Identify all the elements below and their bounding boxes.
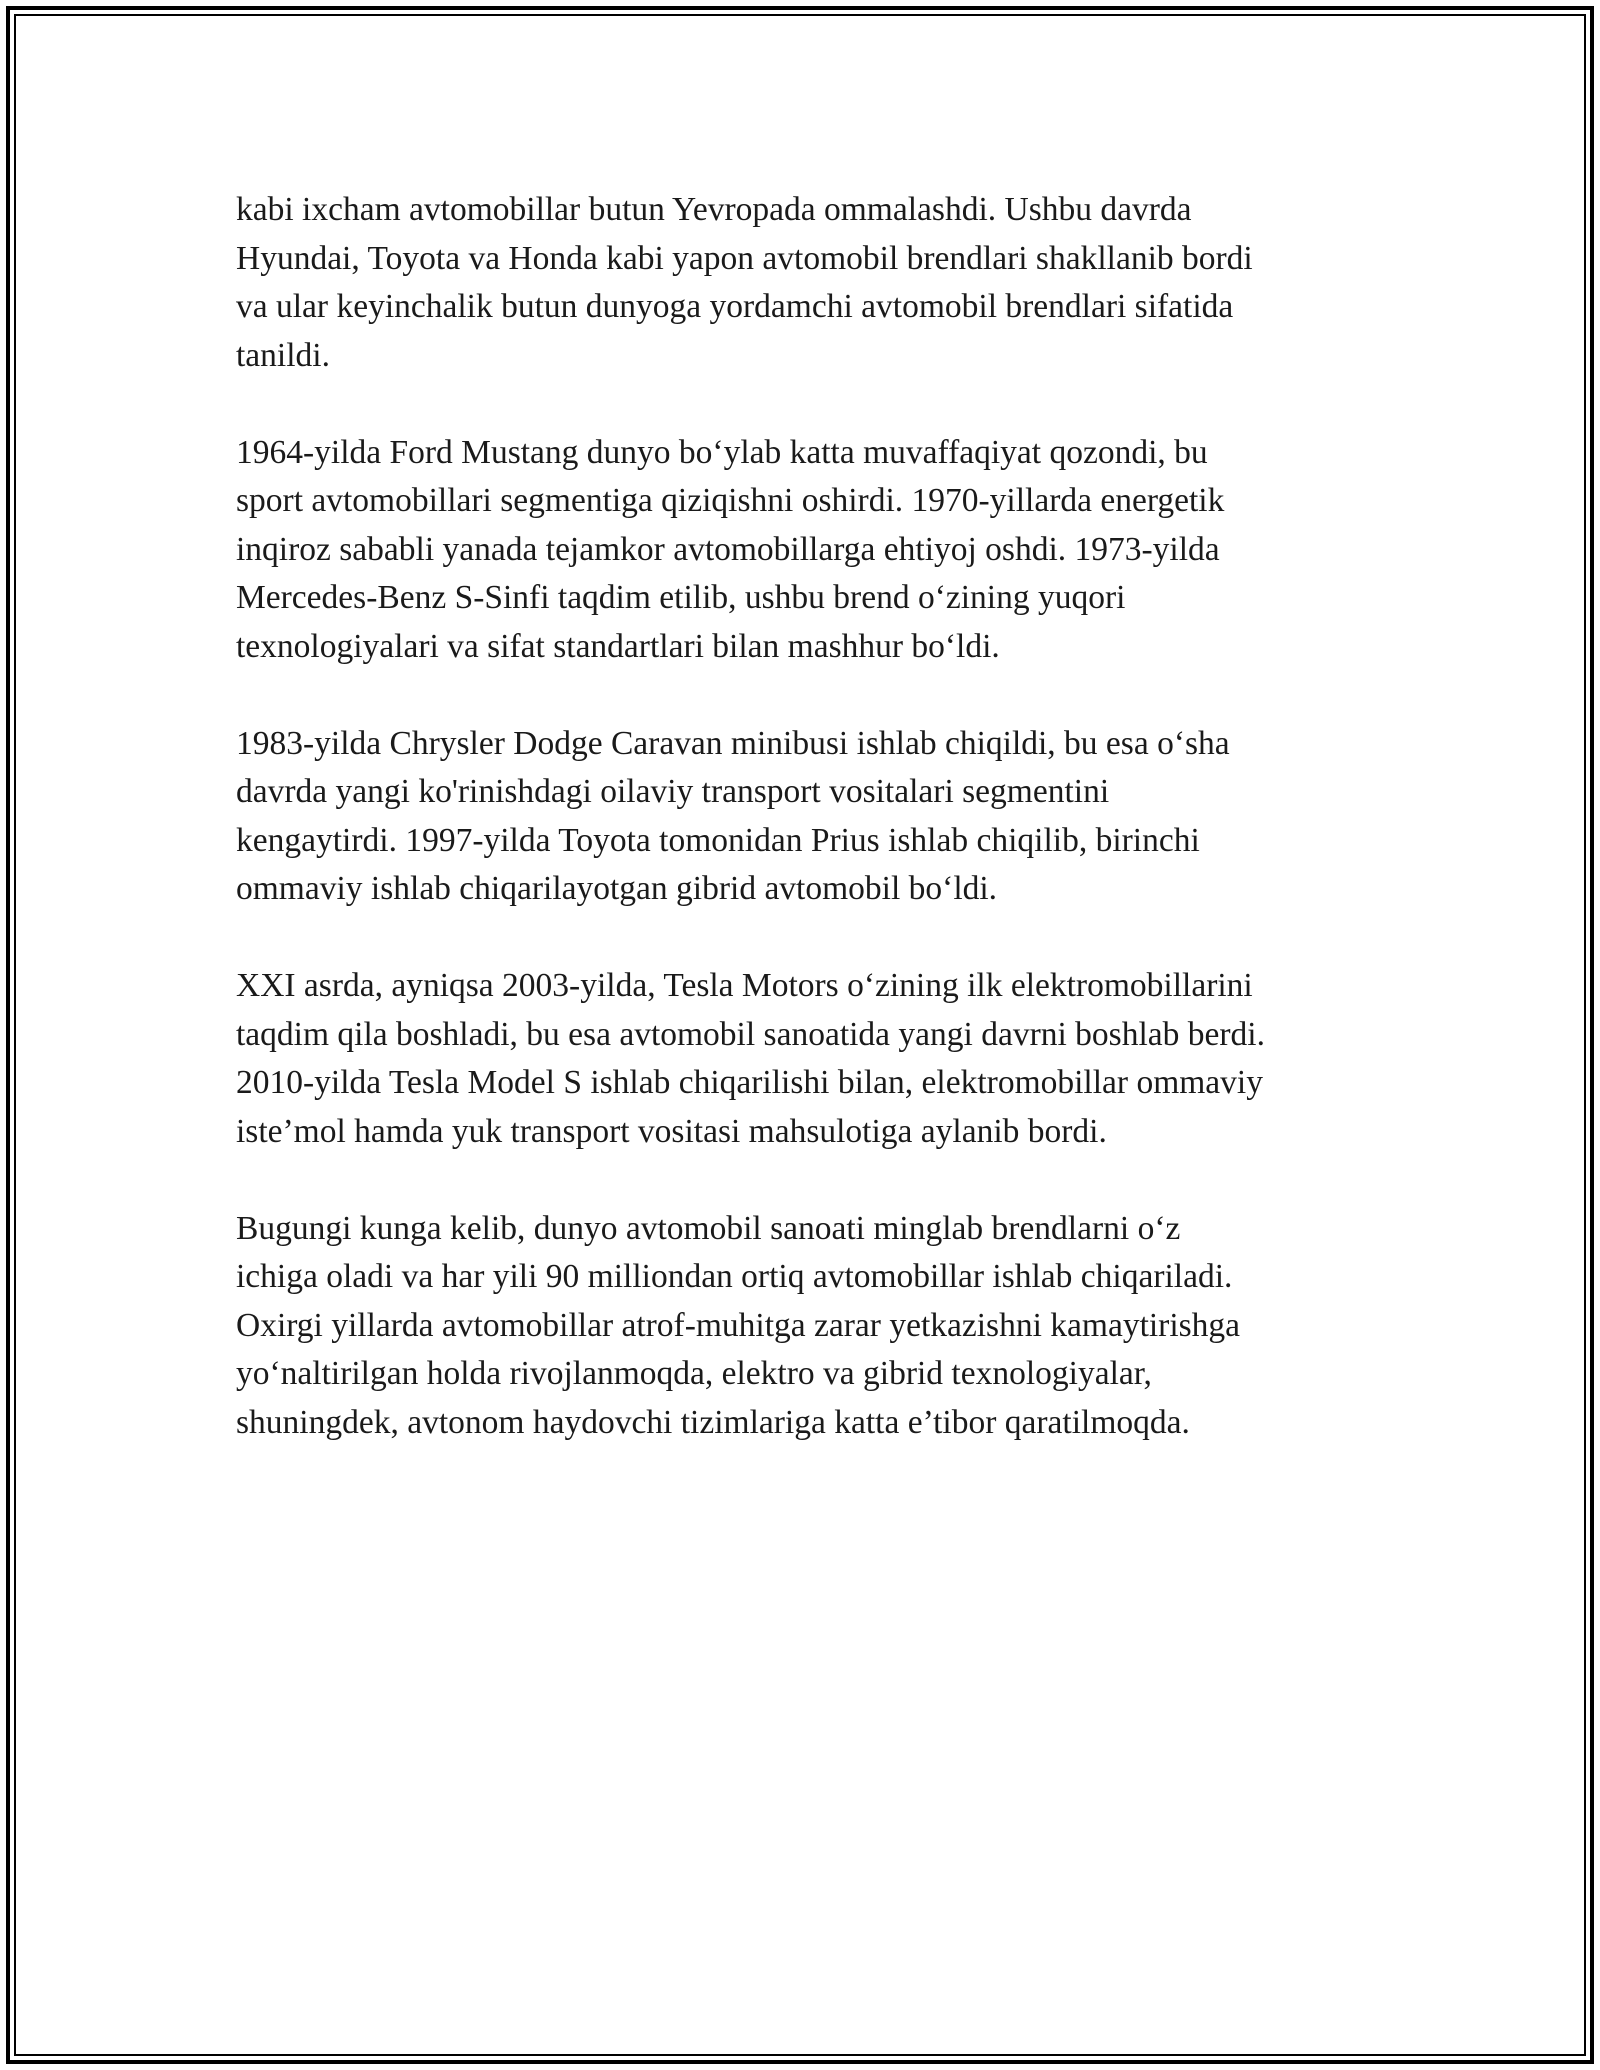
text-line: shuningdek, avtonom haydovchi tizimlariga katta e’tibor qaratilmoqda. xyxy=(236,1403,1190,1441)
paragraph-4 xyxy=(236,962,1376,1156)
text-line: Hyundai, Toyota va Honda kabi yapon avtomobil brendlari shakllanib bordi xyxy=(236,239,1253,277)
text-line: 1983-yilda Chrysler Dodge Caravan minibusi ishlab chiqildi, bu esa o‘sha xyxy=(236,724,1230,762)
text-line: XXI asrda, ayniqsa 2003-yilda, Tesla Motors o‘zining ilk elektromobillarini xyxy=(236,967,1253,1004)
paragraph-5 xyxy=(236,1205,1376,1448)
text-line: ommaviy ishlab chiqarilayotgan gibrid avtomobil bo‘ldi. xyxy=(236,870,998,907)
text-line: sport avtomobillari segmentiga qiziqishni oshirdi. 1970-yillarda energetik xyxy=(236,482,1225,519)
text-line: 2010-yilda Tesla Model S ishlab chiqarilishi bilan, elektromobillar ommaviy xyxy=(236,1064,1263,1101)
paragraph-3 xyxy=(236,720,1376,914)
text-line: davrda yangi ko'rinishdagi oilaviy transport vositalari segmentini xyxy=(236,773,1110,810)
text-line: iste’mol hamda yuk transport vositasi mahsulotiga aylanib bordi. xyxy=(236,1112,1107,1150)
text-line: Bugungi kunga kelib, dunyo avtomobil sanoati minglab brendlarni o‘z xyxy=(236,1209,1181,1247)
text-line: yo‘naltirilgan holda rivojlanmoqda, elektro va gibrid texnologiyalar, xyxy=(236,1355,1152,1392)
text-line: Oxirgi yillarda avtomobillar atrof-muhitga zarar yetkazishni kamaytirishga xyxy=(236,1306,1241,1344)
text-line: tanildi. xyxy=(236,336,330,374)
text-line: taqdim qila boshladi, bu esa avtomobil sanoatida yangi davrni boshlab berdi. xyxy=(236,1015,1265,1053)
document-body xyxy=(236,186,1376,1496)
text-line: texnologiyalari va sifat standartlari bilan mashhur bo‘ldi. xyxy=(236,627,1000,665)
paragraph-1 xyxy=(236,186,1376,380)
text-line: kengaytirdi. 1997-yilda Toyota tomonidan Prius ishlab chiqilib, birinchi xyxy=(236,821,1200,859)
text-line: Mercedes-Benz S-Sinfi taqdim etilib, ushbu brend o‘zining yuqori xyxy=(236,579,1126,616)
text-line: va ular keyinchalik butun dunyoga yordamchi avtomobil brendlari sifatida xyxy=(236,288,1234,325)
text-line: 1964-yilda Ford Mustang dunyo bo‘ylab katta muvaffaqiyat qozondi, bu xyxy=(236,433,1208,471)
paragraph-2 xyxy=(236,429,1376,672)
text-line: inqiroz sababli yanada tejamkor avtomobillarga ehtiyoj oshdi. 1973-yilda xyxy=(236,530,1220,568)
text-line: ichiga oladi va har yili 90 milliondan ortiq avtomobillar ishlab chiqariladi. xyxy=(236,1258,1233,1295)
text-line: kabi ixcham avtomobillar butun Yevropada ommalashdi. Ushbu davrda xyxy=(236,191,1192,228)
